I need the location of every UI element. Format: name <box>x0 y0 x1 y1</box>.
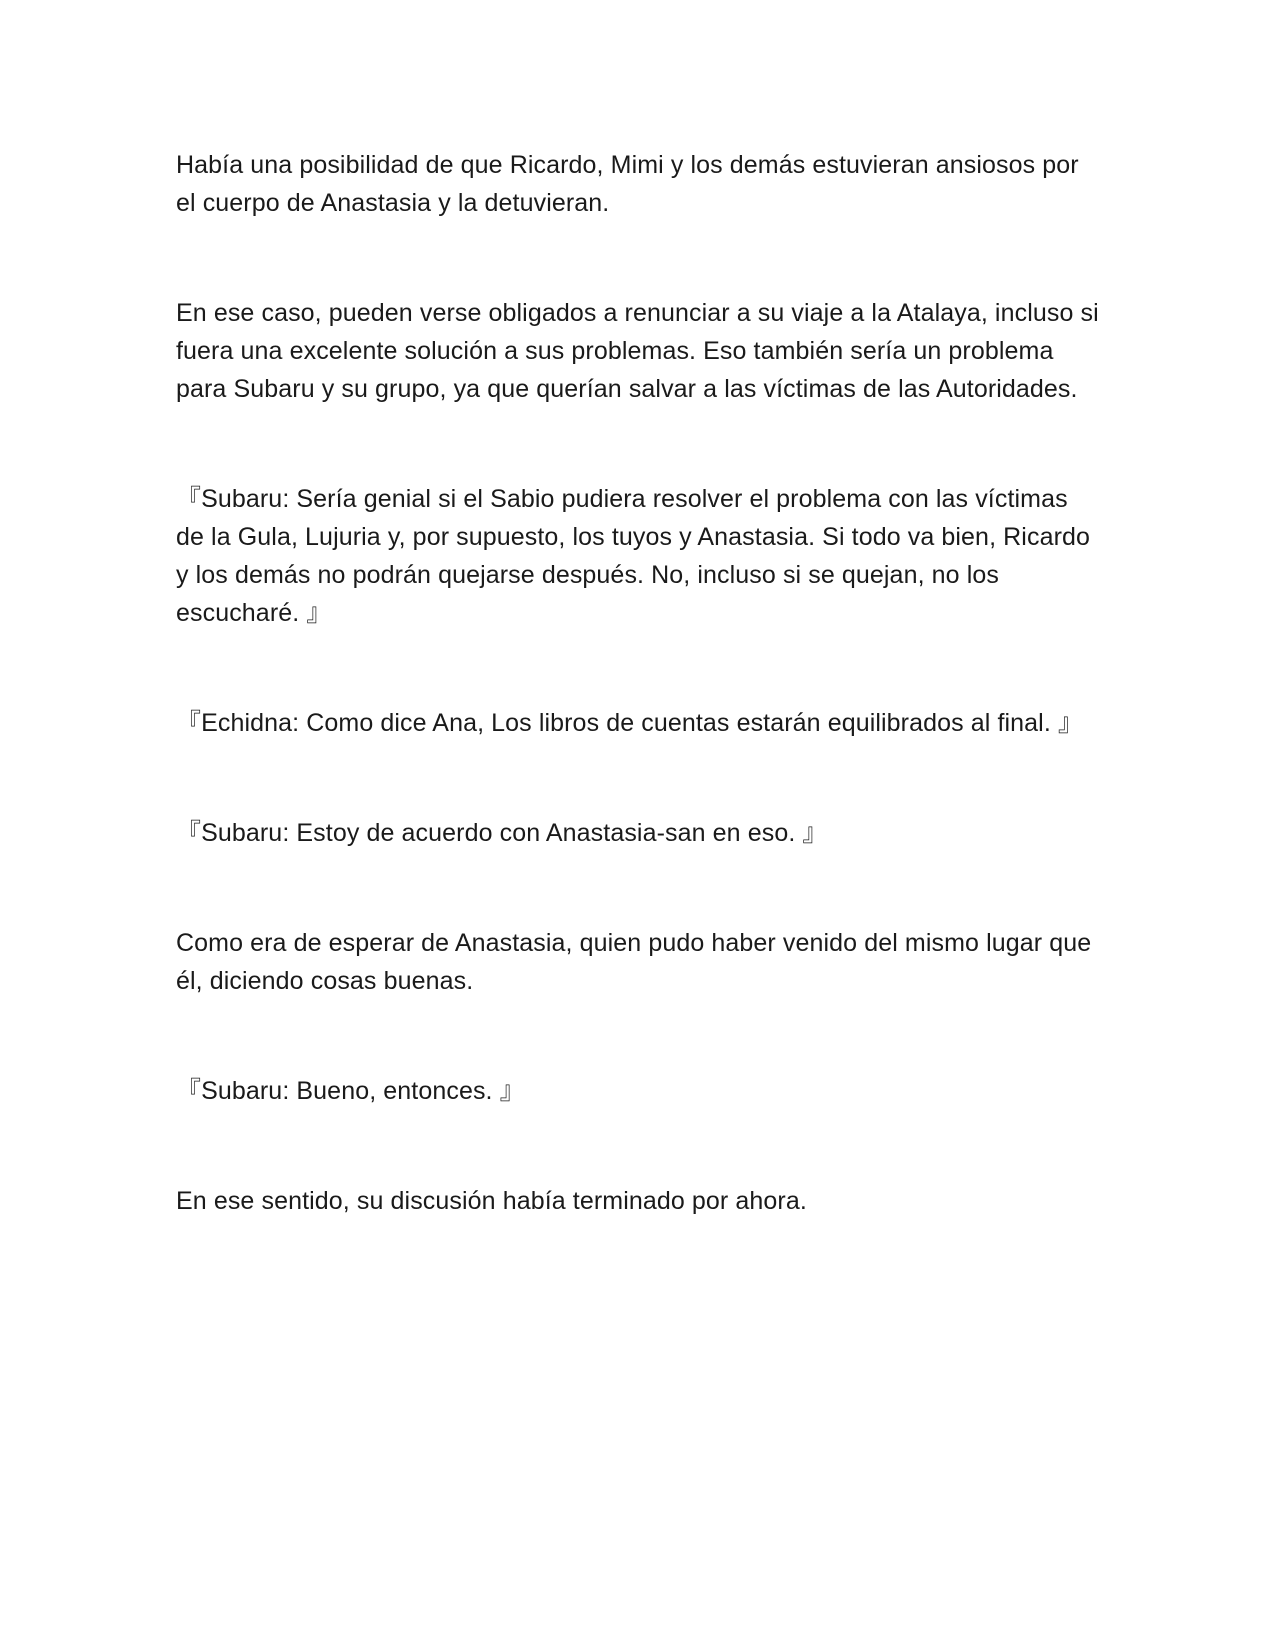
narration-paragraph: En ese caso, pueden verse obligados a renunciar a su viaje a la Atalaya, incluso si fuera una excelente solución a sus problemas. Eso también sería un problema para Subaru y su grupo, ya que querían salvar a las víctimas de las Autoridades. <box>176 299 1099 403</box>
dialogue-paragraph: 『Echidna: Como dice Ana, Los libros de cuentas estarán equilibrados al final. 』 <box>176 709 1084 737</box>
narration-paragraph: En ese sentido, su discusión había terminado por ahora. <box>176 1187 807 1215</box>
narration-paragraph: Como era de esperar de Anastasia, quien pudo haber venido del mismo lugar que él, diciendo cosas buenas. <box>176 929 1092 995</box>
narration-paragraph: Había una posibilidad de que Ricardo, Mimi y los demás estuvieran ansiosos por el cuerpo de Anastasia y la detuvieran. <box>176 151 1079 217</box>
dialogue-paragraph: 『Subaru: Bueno, entonces. 』 <box>176 1077 525 1105</box>
dialogue-paragraph: 『Subaru: Sería genial si el Sabio pudiera resolver el problema con las víctimas de la Gula, Lujuria y, por supuesto, los tuyos y Anastasia. Si todo va bien, Ricardo y los demás no podrán quejarse después. No, incluso si se quejan, no los escucharé. 』 <box>176 485 1091 627</box>
document-body <box>176 146 1101 1292</box>
dialogue-paragraph: 『Subaru: Estoy de acuerdo con Anastasia-san en eso. 』 <box>176 819 828 847</box>
